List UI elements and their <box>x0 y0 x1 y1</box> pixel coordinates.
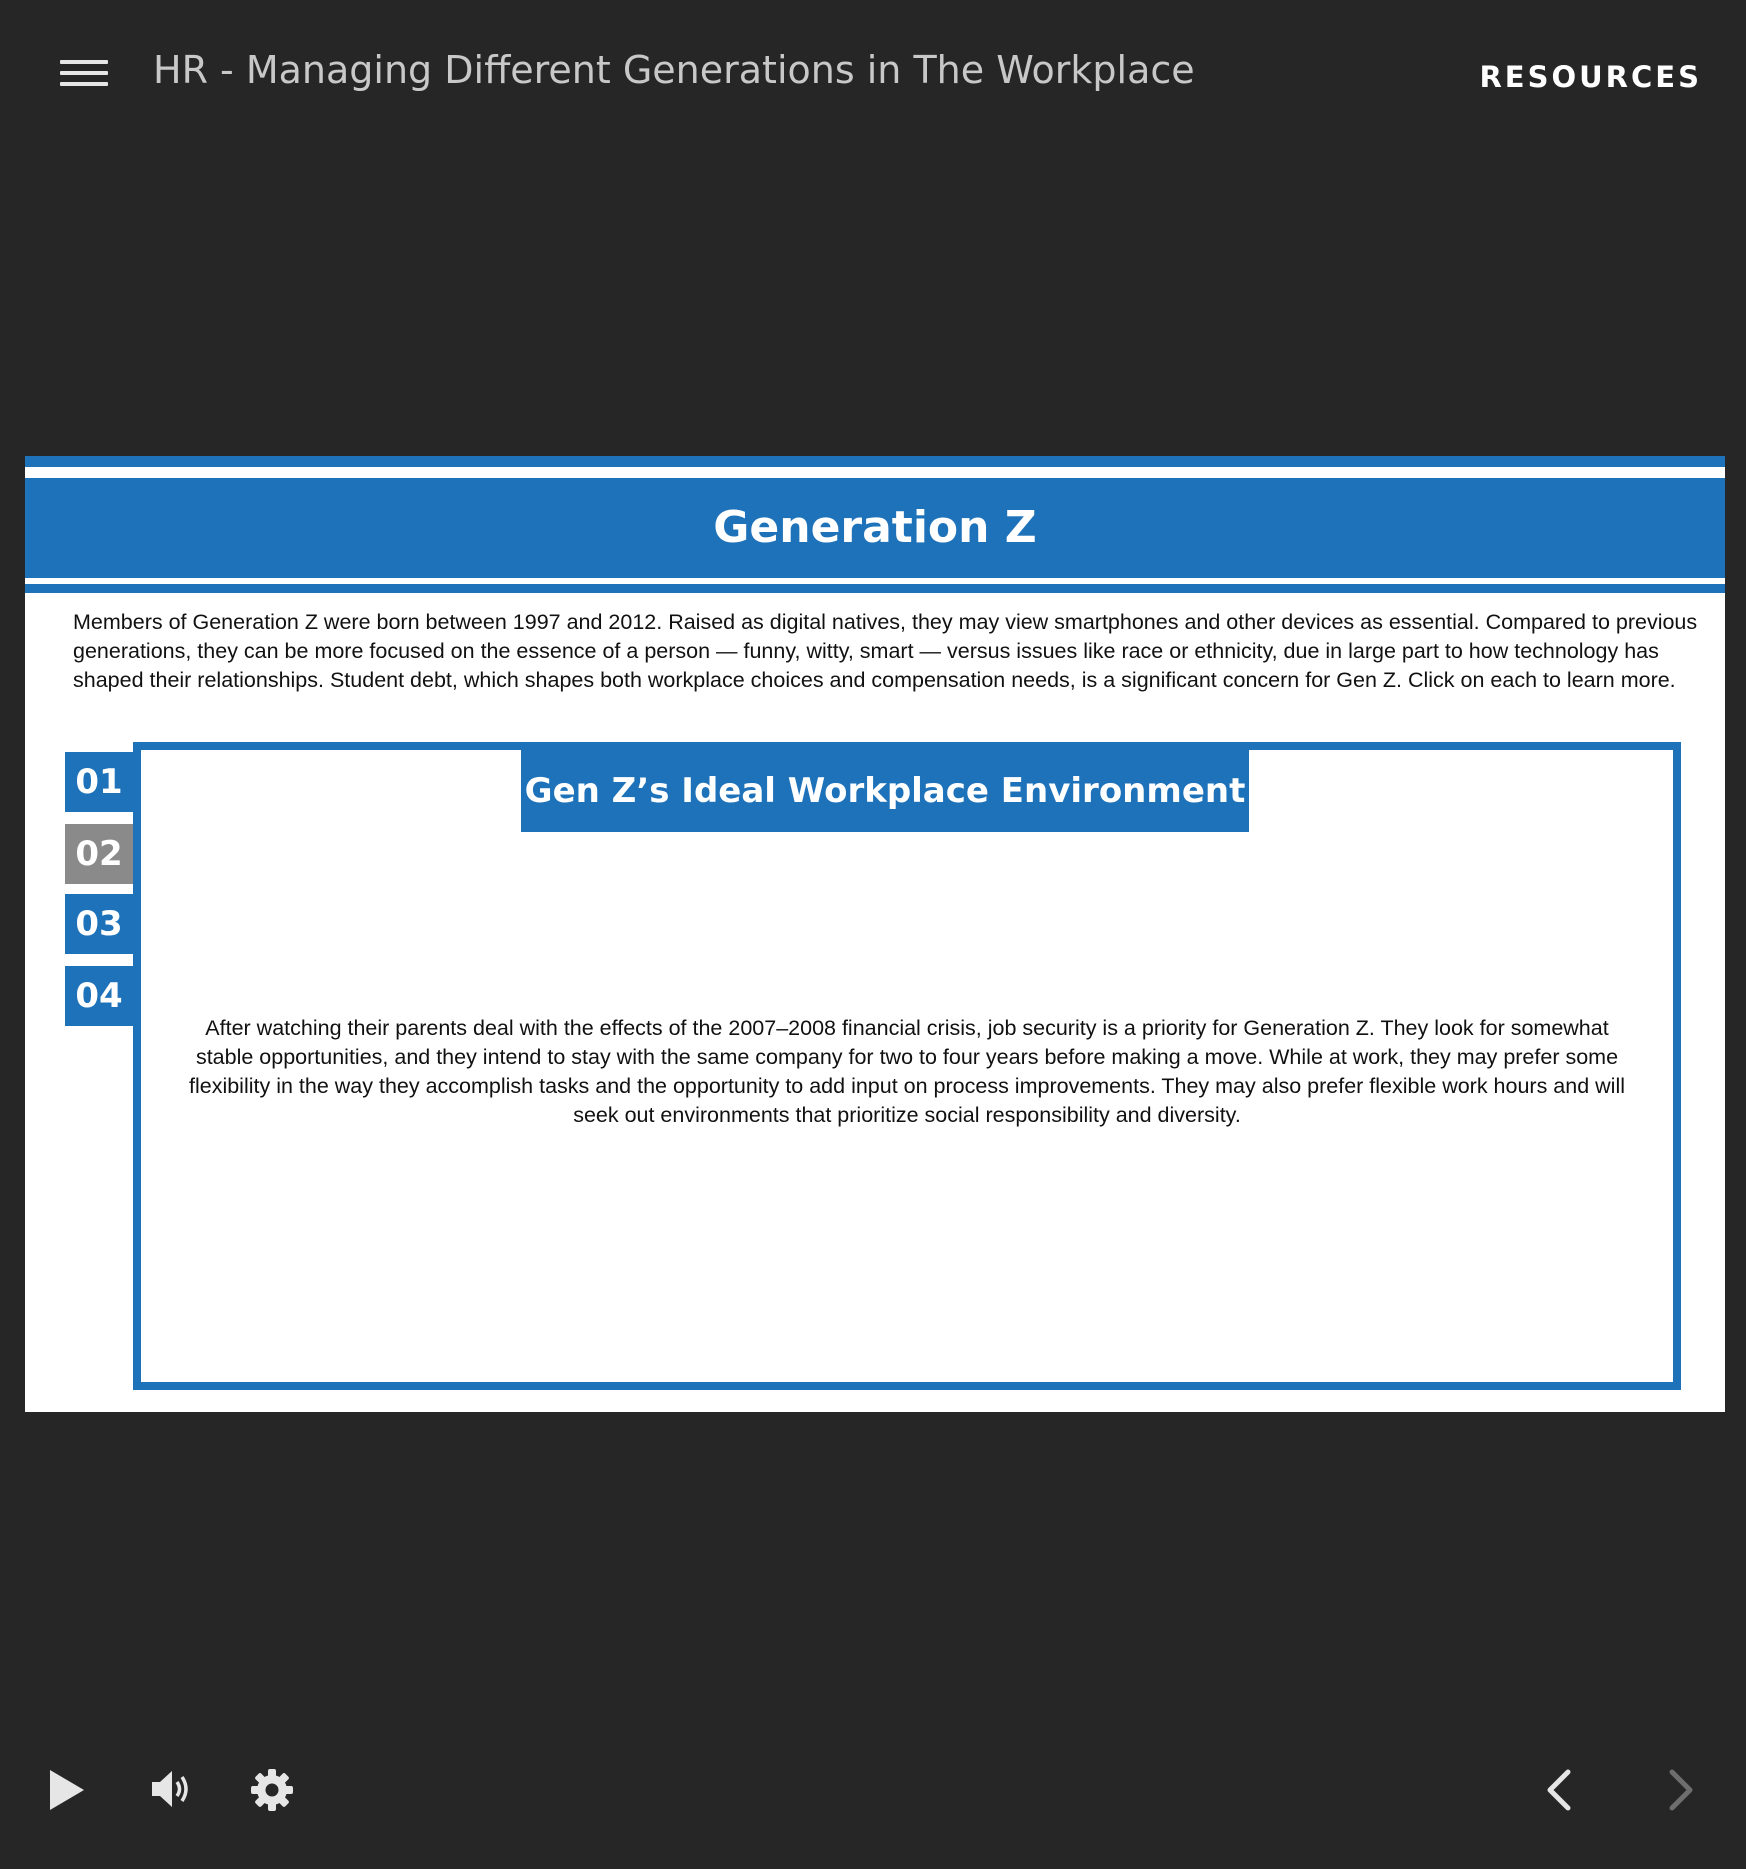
title-band-bottom-line <box>25 584 1725 593</box>
title-band <box>25 478 1725 578</box>
slide-title: Generation Z <box>713 502 1037 553</box>
chevron-right-icon[interactable] <box>1666 1768 1696 1812</box>
volume-icon[interactable] <box>150 1768 196 1810</box>
resources-button[interactable]: RESOURCES <box>1479 60 1702 94</box>
player-controls <box>0 1740 1746 1840</box>
slide-content <box>25 456 1725 1412</box>
top-bar <box>0 0 1746 150</box>
chevron-left-icon[interactable] <box>1544 1768 1574 1812</box>
settings-gear-icon[interactable] <box>250 1768 294 1812</box>
intro-paragraph: Members of Generation Z were born between 1997 and 2012. Raised as digital natives, they may view smartphones and other devices as essential. Compared to previous generations, they can be more focused on the essence of a person — funny, witty, smart — versus issues like race or ethnicity, due in large part to how technology has shaped their relationships. Student debt, which shapes both workplace choices and compensation needs, is a significant concern for Gen Z. Click on each to learn more. <box>73 610 1698 692</box>
panel-body-text: After watching their parents deal with the effects of the 2007–2008 financial crisis, job security is a priority for Generation Z. They look for somewhat stable opportunities, and they intend to stay with the same company for two to four years before making a move. While at work, they may prefer some flexibility in the way they accomplish tasks and the opportunity to add input on process improvements. They may also prefer flexible work hours and will seek out environments that prioritize social responsibility and diversity. <box>188 1016 1626 1127</box>
tab-03[interactable]: 03 <box>65 894 133 954</box>
tab-01[interactable]: 01 <box>65 752 133 812</box>
play-icon[interactable] <box>48 1768 86 1812</box>
tab-02[interactable]: 02 <box>65 824 133 884</box>
panel-title: Gen Z’s Ideal Workplace Environment <box>521 750 1249 832</box>
title-band-top-line <box>25 456 1725 467</box>
hamburger-menu-icon[interactable] <box>60 60 108 94</box>
content-panel <box>133 742 1681 1390</box>
course-title: HR - Managing Different Generations in The Workplace <box>153 48 1195 92</box>
tab-04[interactable]: 04 <box>65 966 133 1026</box>
